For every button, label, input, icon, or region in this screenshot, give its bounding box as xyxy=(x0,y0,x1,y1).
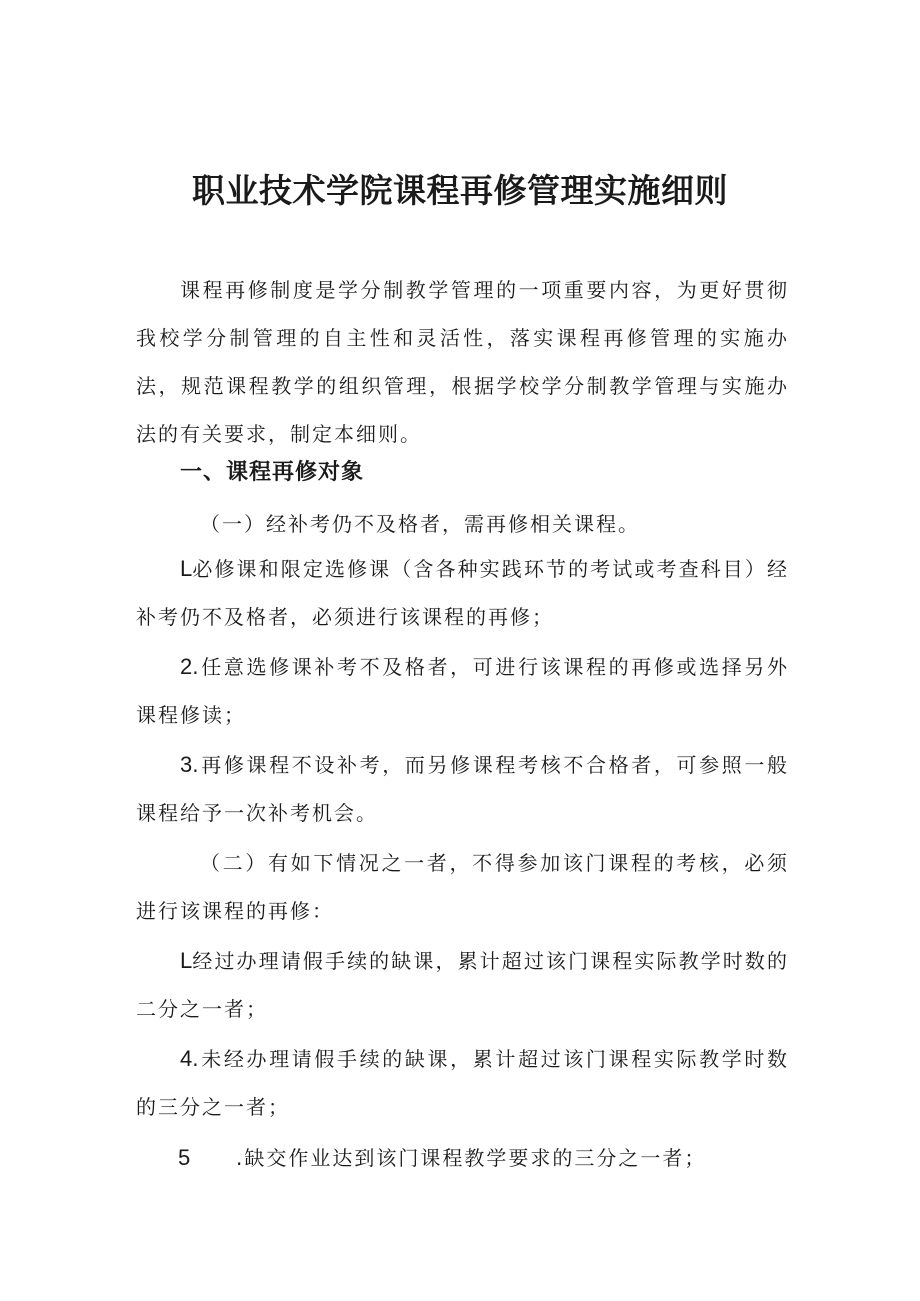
item-text: 必修课和限定选修课（含各种实践环节的考试或考查科目）经补考仍不及格者，必须进行该课程的再修； xyxy=(136,557,789,629)
item-text: .任意选修课补考不及格者，可进行该课程的再修或选择另外课程修读； xyxy=(136,655,789,727)
item-number: L xyxy=(180,556,193,581)
list-item xyxy=(178,1142,706,1171)
intro-paragraph: 课程再修制度是学分制教学管理的一项重要内容，为更好贯彻我校学分制管理的自主性和灵活性，落实课程再修管理的实施办法，规范课程教学的组织管理，根据学校学分制教学管理与实施办法的有关要求，制定本细则。 xyxy=(136,278,789,446)
list-item xyxy=(136,1035,789,1131)
item-text: .未经办理请假手续的缺课，累计超过该门课程实际教学时数的三分之一者； xyxy=(136,1047,789,1119)
subsection-one-text: （一）经补考仍不及格者，需再修相关课程。 xyxy=(200,512,640,536)
section-heading: 一、课程再修对象 xyxy=(180,460,365,485)
item-text: 经过办理请假手续的缺课，累计超过该门课程实际教学时数的二分之一者； xyxy=(136,949,789,1021)
list-item xyxy=(136,937,789,1033)
item-number: 4 xyxy=(180,1046,193,1071)
item-number: 2 xyxy=(180,654,193,679)
list-item xyxy=(136,741,789,837)
item-number: 5 xyxy=(178,1145,191,1170)
item-number: L xyxy=(180,948,193,973)
list-item xyxy=(136,545,789,641)
subsection-two-text: （二）有如下情况之一者，不得参加该门课程的考核，必须进行该课程的再修： xyxy=(136,851,789,923)
document-title: 职业技术学院课程再修管理实施细则 xyxy=(192,171,728,210)
item-text: .缺交作业达到该门课程教学要求的三分之一者； xyxy=(236,1146,707,1170)
item-text: .再修课程不设补考，而另修课程考核不合格者，可参照一般课程给予一次补考机会。 xyxy=(136,753,789,825)
list-item xyxy=(136,643,789,739)
item-number: 3 xyxy=(180,752,193,777)
